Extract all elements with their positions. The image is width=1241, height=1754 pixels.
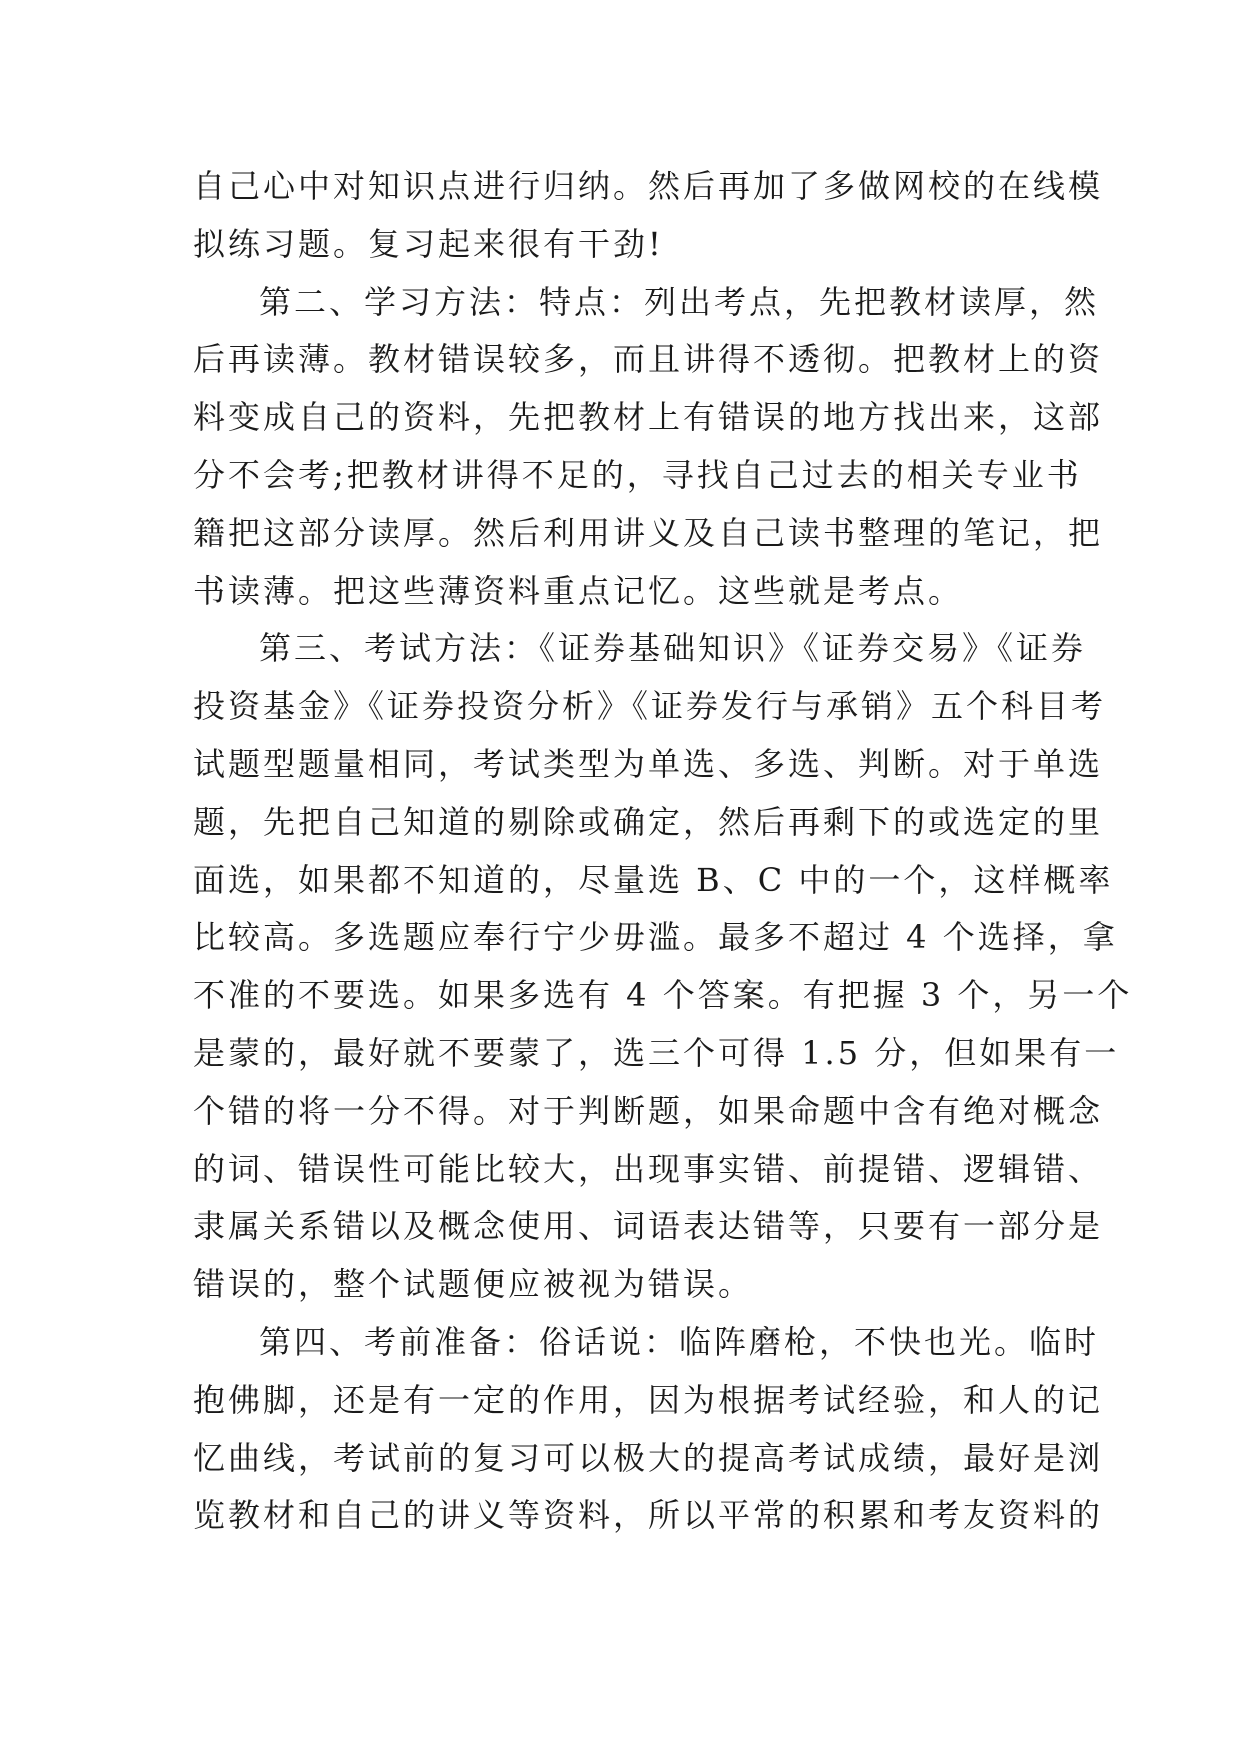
text-line: 分不会考;把教材讲得不足的，寻找自己过去的相关专业书: [193, 455, 1082, 494]
text-line: 籍把这部分读厚。然后利用讲义及自己读书整理的笔记，把: [193, 513, 1104, 552]
text-line: 是蒙的，最好就不要蒙了，选三个可得 1.5 分，但如果有一: [193, 1033, 1120, 1072]
text-line: 后再读薄。教材错误较多，而且讲得不透彻。把教材上的资: [193, 340, 1104, 379]
text-line: 料变成自己的资料，先把教材上有错误的地方找出来，这部: [193, 398, 1104, 437]
paragraph-start-line: 第三、考试方法：《证券基础知识》《证券交易》《证券: [259, 629, 1087, 668]
paragraph-start-line: 第二、学习方法：特点：列出考点，先把教材读厚，然: [259, 282, 1100, 321]
text-line: 题，先把自己知道的剔除或确定，然后再剩下的或选定的里: [193, 802, 1104, 841]
document-body: [193, 158, 1133, 1545]
text-line: 面选，如果都不知道的，尽量选 B、C 中的一个，这样概率: [193, 860, 1114, 899]
text-line: 试题型题量相同，考试类型为单选、多选、判断。对于单选: [193, 744, 1104, 783]
text-line: 自己心中对知识点进行归纳。然后再加了多做网校的在线模: [193, 167, 1104, 205]
text-line: 的词、错误性可能比较大，出现事实错、前提错、逻辑错、: [193, 1149, 1104, 1188]
text-line: 隶属关系错以及概念使用、词语表达错等，只要有一部分是: [193, 1207, 1104, 1246]
text-line: 书读薄。把这些薄资料重点记忆。这些就是考点。: [193, 571, 964, 610]
text-line: 比较高。多选题应奉行宁少毋滥。最多不超过 4 个选择，拿: [193, 918, 1118, 957]
paragraph-start-line: 第四、考前准备：俗话说：临阵磨枪，不快也光。临时: [259, 1322, 1100, 1361]
text-line: 个错的将一分不得。对于判断题，如果命题中含有绝对概念: [193, 1091, 1104, 1130]
text-line: 忆曲线，考试前的复习可以极大的提高考试成绩，最好是浏: [193, 1438, 1104, 1477]
text-line: 览教材和自己的讲义等资料，所以平常的积累和考友资料的: [193, 1496, 1104, 1535]
text-line: 错误的，整个试题便应被视为错误。: [193, 1265, 754, 1304]
text-line: 投资基金》《证券投资分析》《证券发行与承销》五个科目考: [193, 687, 1107, 726]
text-line: 拟练习题。复习起来很有干劲!: [193, 224, 664, 263]
text-line: 不准的不要选。如果多选有 4 个答案。有把握 3 个，另一个: [193, 976, 1133, 1015]
text-line: 抱佛脚，还是有一定的作用，因为根据考试经验，和人的记: [193, 1380, 1104, 1419]
